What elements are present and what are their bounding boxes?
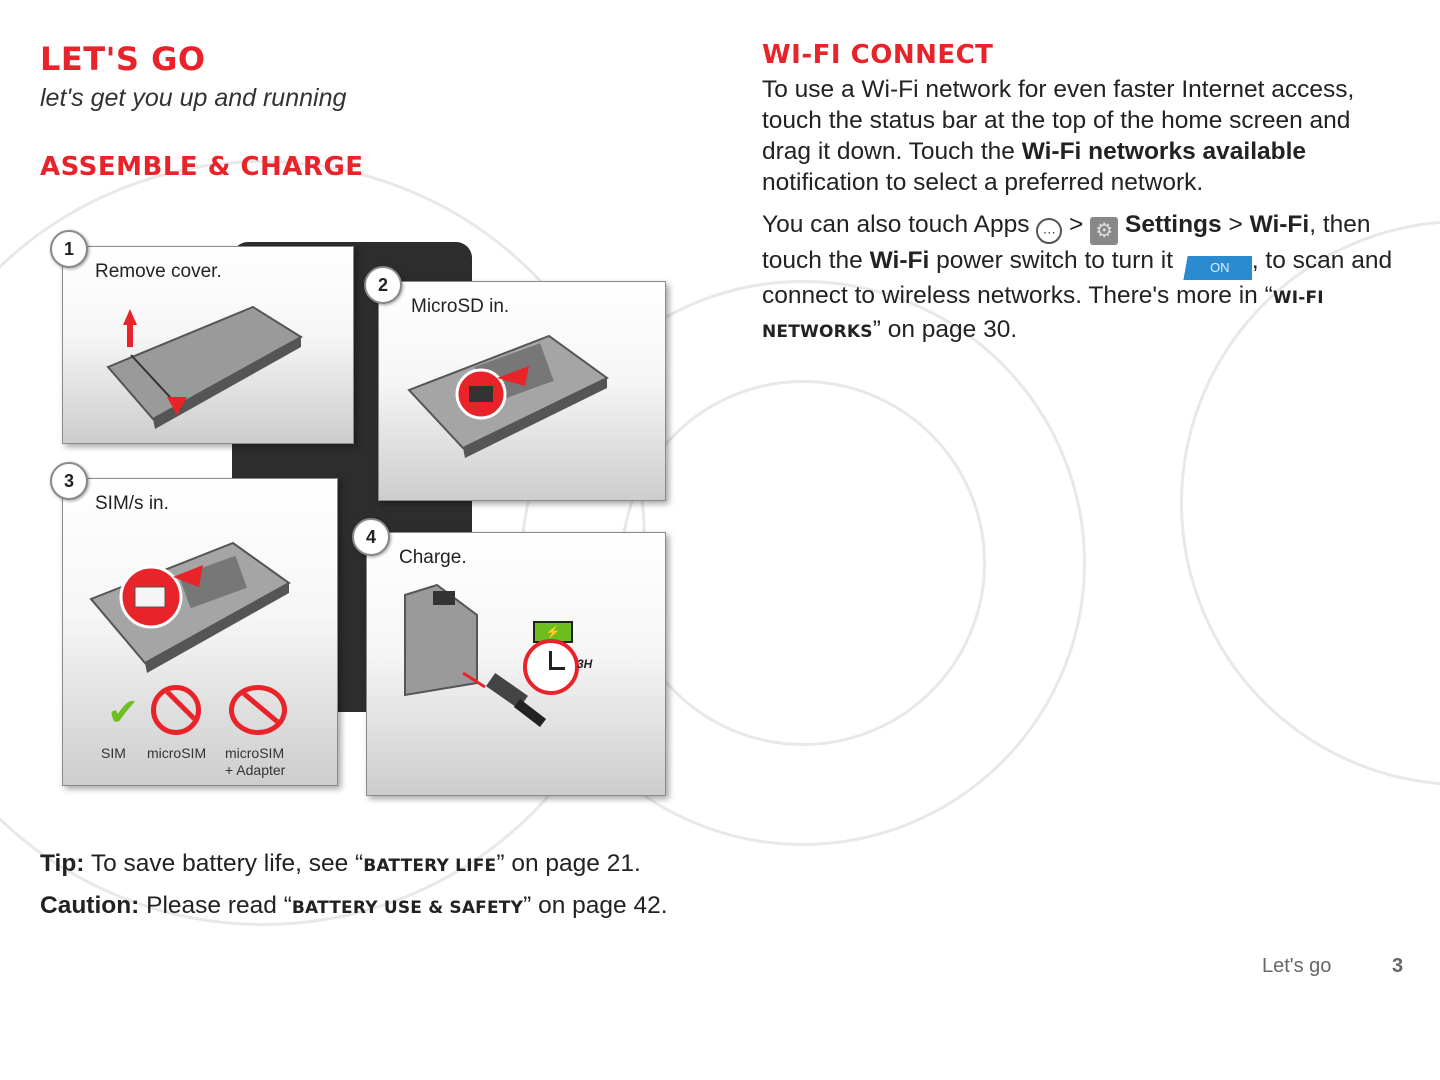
microsim-adapter-label-line1: microSIM [225, 745, 285, 761]
wifi-p2-t2: > [1062, 211, 1091, 238]
wifi-p1-text2: notification to select a preferred network. [762, 169, 1204, 196]
page-title: LET'S GO [40, 40, 206, 78]
section-title-wifi: WI-FI CONNECT [762, 40, 994, 70]
step-2-number: 2 [364, 266, 402, 304]
wifi-p2-t6: , to scan and connect to wireless networks. There's more in “ [762, 247, 1393, 309]
step-1-number: 1 [50, 230, 88, 268]
step-3-number: 3 [50, 462, 88, 500]
step-3-panel [62, 478, 338, 786]
wifi-on-toggle[interactable]: ON [1180, 256, 1252, 280]
step-3-caption: SIM/s in. [95, 493, 169, 514]
wifi-p2-t7: ” on page 30. [872, 316, 1018, 343]
tip-post: ” on page 21. [496, 850, 641, 877]
phone-remove-cover-illustration [63, 247, 353, 443]
footer-section-name: Let's go [1262, 955, 1332, 977]
wifi-p1-bold: Wi-Fi networks available [1021, 138, 1307, 165]
caution-ref-battery-safety[interactable]: BATTERY USE & SAFETY [291, 898, 524, 918]
wifi-p2-t5: power switch to turn it [929, 247, 1180, 274]
caution-pre: Please read “ [139, 892, 292, 919]
caution-label: Caution: [40, 892, 140, 919]
caution-line [40, 892, 668, 920]
wifi-p2-wifi: Wi-Fi [1249, 211, 1310, 238]
wifi-p1-text1: To use a Wi-Fi network for even faster Internet access, touch the status bar at the top of the home screen and drag it down. Touch the [762, 76, 1355, 165]
wifi-p2-wifi-switch: Wi-Fi [869, 247, 930, 274]
section-title-assemble: ASSEMBLE & CHARGE [40, 152, 364, 182]
microsim-label: microSIM [147, 745, 207, 761]
wifi-p2-t4: , then touch the [762, 211, 1371, 274]
wifi-p2-t3: > [1221, 211, 1250, 238]
step-4-panel [366, 532, 666, 796]
wifi-p2-t1: You can also touch Apps [762, 211, 1037, 238]
clock-icon [523, 639, 579, 695]
page-subtitle: let's get you up and running [40, 84, 347, 112]
battery-icon: ⚡ [533, 621, 573, 643]
step-1-panel [62, 246, 354, 444]
wifi-paragraph-2 [762, 209, 1402, 348]
wifi-p2-settings: Settings [1124, 211, 1222, 238]
step-2-caption: MicroSD in. [411, 296, 510, 317]
microsim-adapter-label-line2: + Adapter [225, 762, 286, 778]
phone-microsd-illustration [379, 282, 665, 500]
sim-label: SIM [101, 745, 126, 761]
tip-pre: To save battery life, see “ [84, 850, 364, 877]
charge-time-badge: 3H [577, 657, 593, 671]
microsim-adapter-no-icon [229, 685, 287, 735]
tip-ref-battery-life[interactable]: BATTERY LIFE [363, 856, 497, 876]
tip-line [40, 850, 641, 878]
microsim-no-icon [151, 685, 201, 735]
wifi-networks-ref[interactable]: WI-FI NETWORKS [762, 288, 1324, 342]
step-1-caption: Remove cover. [95, 261, 222, 282]
settings-gear-icon: ⚙ [1090, 217, 1118, 245]
phone-charge-illustration [367, 533, 665, 795]
apps-icon: ⋯ [1036, 218, 1062, 244]
watermark-ring-center-inner [620, 380, 986, 746]
wifi-paragraph-1 [762, 74, 1402, 198]
tip-label: Tip: [40, 850, 85, 877]
step-2-panel [378, 281, 666, 501]
footer-page-number: 3 [1392, 955, 1404, 977]
phone-sim-illustration [63, 479, 337, 679]
caution-post: ” on page 42. [523, 892, 668, 919]
step-4-caption: Charge. [399, 547, 467, 568]
step-4-number: 4 [352, 518, 390, 556]
sim-check-icon: ✔ [107, 692, 139, 734]
